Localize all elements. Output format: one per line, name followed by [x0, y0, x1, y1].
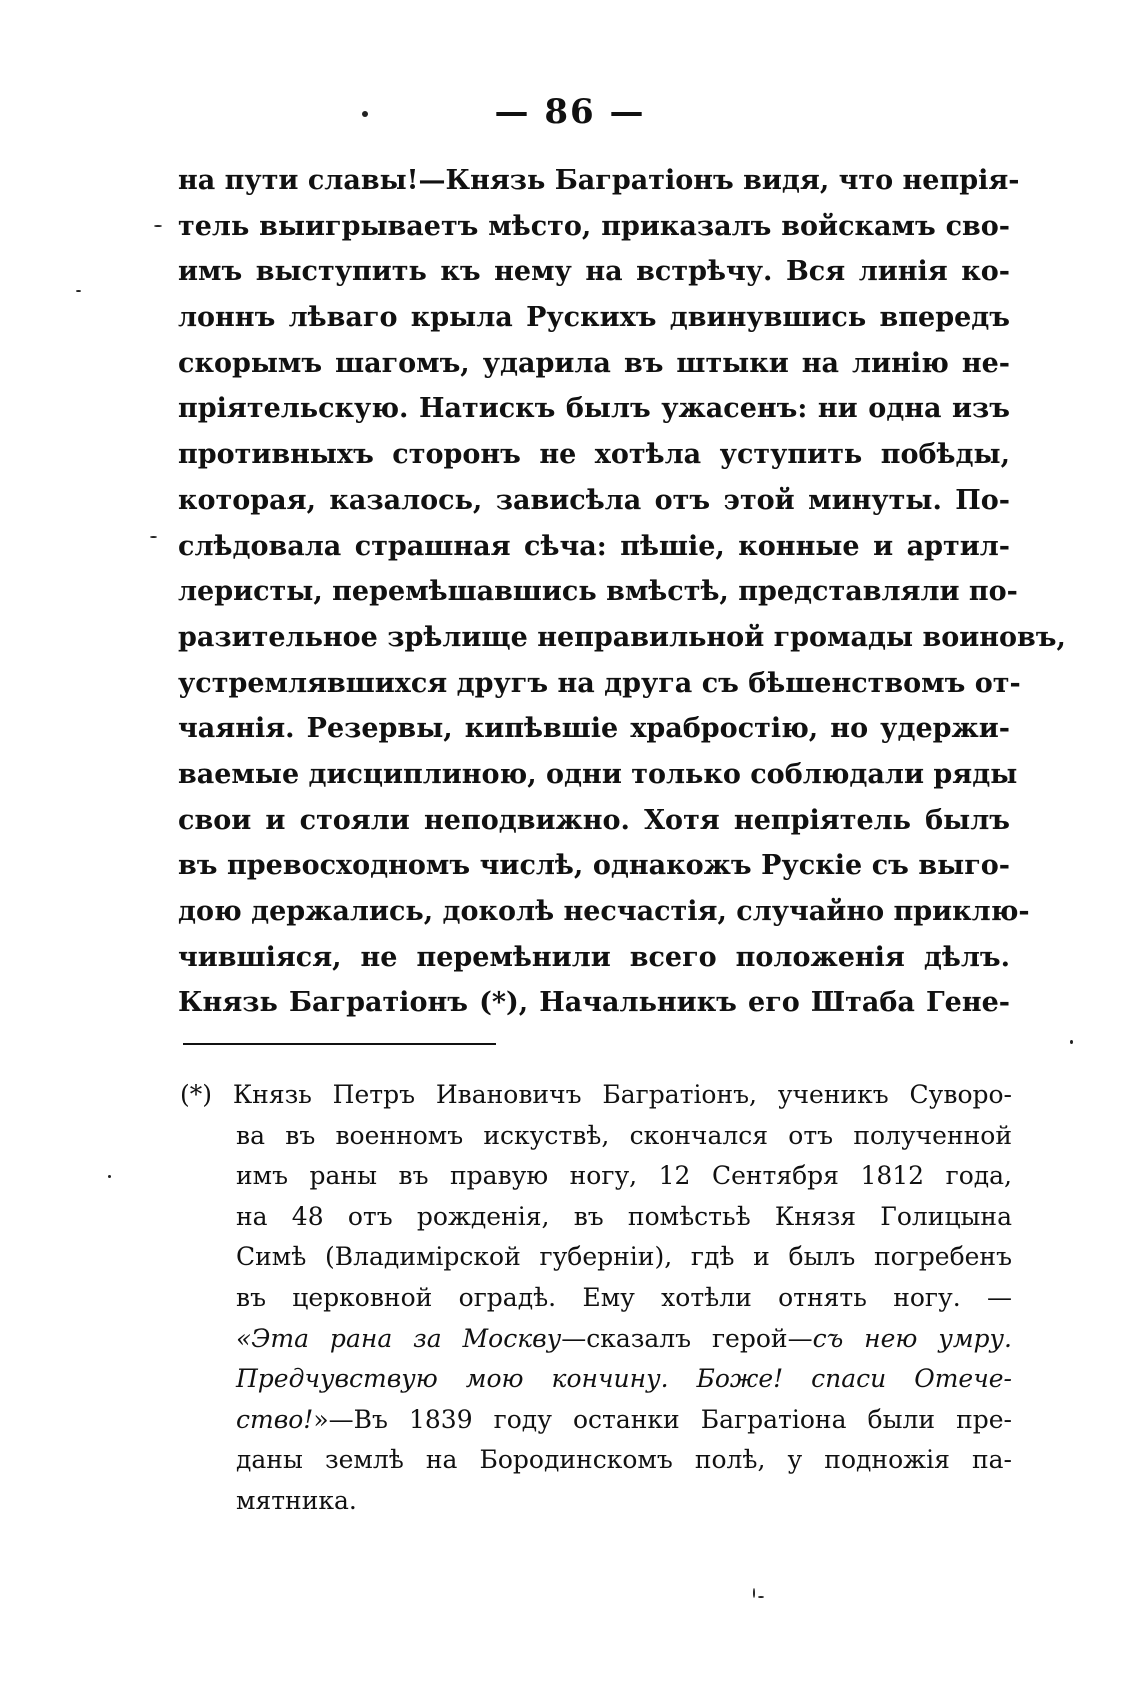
text-line: на пути славы!—Князь Багратіонъ видя, что непрія-	[178, 165, 1020, 196]
text-line: имъ выступить къ нему на встрѣчу. Вся линія ко-	[178, 256, 1010, 288]
text-line: противныхъ сторонъ не хотѣла уступить побѣды,	[178, 439, 1010, 471]
footnote-line: даны землѣ на Бородинскомъ полѣ, у подножія па-	[236, 1445, 1012, 1475]
text-line: лоннъ лѣваго крыла Рускихъ двинувшись впередъ	[178, 302, 1010, 334]
footnote-line: ва въ военномъ искуствѣ, скончался отъ полученной	[236, 1120, 1012, 1150]
text-line: въ превосходномъ числѣ, однакожъ Рускіе съ выго-	[178, 850, 1010, 882]
text-line: пріятельскую. Натискъ былъ ужасенъ: ни одна изъ	[178, 393, 1010, 425]
scan-speck	[154, 225, 162, 227]
text-line: чившіяся, не перемѣнили всего положенія дѣлъ.	[178, 941, 1010, 973]
text-line: скорымъ шагомъ, ударила въ штыки на линію не-	[178, 347, 1010, 379]
footnote-divider	[183, 1043, 496, 1045]
text-line: чаянія. Резервы, кипѣвшіе храбростію, но удержи-	[178, 713, 1010, 745]
footnote-line-quote	[180, 1319, 1012, 1360]
text-line: дою держались, доколѣ несчастія, случайно приклю-	[178, 896, 1030, 927]
footnote-line-quote	[180, 1400, 1012, 1441]
quote-attribution: —сказалъ герой—	[561, 1323, 813, 1353]
quote-italic: ство!	[236, 1404, 314, 1434]
scan-speck	[753, 1588, 755, 1598]
text-line: которая, казалось, зависѣла отъ этой минуты. По-	[178, 484, 1010, 516]
quote-italic: Предчувствую мою кончину. Боже! спаси Отече-	[236, 1364, 1012, 1394]
text-line: ваемые дисциплиною, одни только соблюдали ряды	[178, 758, 1018, 790]
footnote-line-quote	[180, 1359, 1012, 1400]
page-number: — 86 —	[494, 92, 646, 132]
text-line: тель выигрываетъ мѣсто, приказалъ войскамъ сво-	[178, 210, 1010, 242]
footnote-line: въ церковной оградѣ. Ему хотѣли отнять ногу. —	[236, 1282, 1012, 1312]
scan-speck	[758, 1596, 764, 1598]
text-line: Князь Багратіонъ (*), Начальникъ его Штаба Гене-	[178, 987, 1010, 1019]
footnote-line: имъ раны въ правую ногу, 12 Сентября 1812 года,	[236, 1161, 1012, 1191]
scan-speck	[150, 536, 157, 538]
quote-italic: «Эта рана за Москву	[236, 1323, 562, 1353]
footnote-line: Симѣ (Владимірской губерніи), гдѣ и былъ погребенъ	[236, 1242, 1012, 1272]
text-line: свои и стояли неподвижно. Хотя непріятель былъ	[178, 804, 1010, 836]
scan-speck	[76, 290, 81, 292]
footnote-line: на 48 отъ рожденія, въ помѣстьѣ Князя Голицына	[236, 1201, 1012, 1231]
text-line: устремлявшихся другъ на друга съ бѣшенствомъ от-	[178, 667, 1021, 699]
footnote-line: мятника.	[236, 1485, 357, 1515]
quote-italic: съ нею умру.	[812, 1323, 1013, 1353]
footnote-line: (*) Князь Петръ Ивановичъ Багратіонъ, ученикъ Суворо-	[180, 1080, 1012, 1109]
scan-speck	[1070, 1040, 1073, 1044]
footnote	[180, 1075, 1012, 1522]
text-line: слѣдовала страшная сѣча: пѣшіе, конные и артил-	[178, 530, 1010, 562]
text-line: разительное зрѣлище неправильной громады воиновъ,	[178, 621, 1066, 653]
scan-speck	[362, 111, 368, 117]
text-line: леристы, перемѣшавшись вмѣстѣ, представляли по-	[178, 576, 1018, 608]
footnote-text: »—Въ 1839 году останки Багратіона были пре-	[313, 1404, 1012, 1434]
scan-speck	[108, 1175, 111, 1178]
main-text	[178, 158, 1066, 1026]
